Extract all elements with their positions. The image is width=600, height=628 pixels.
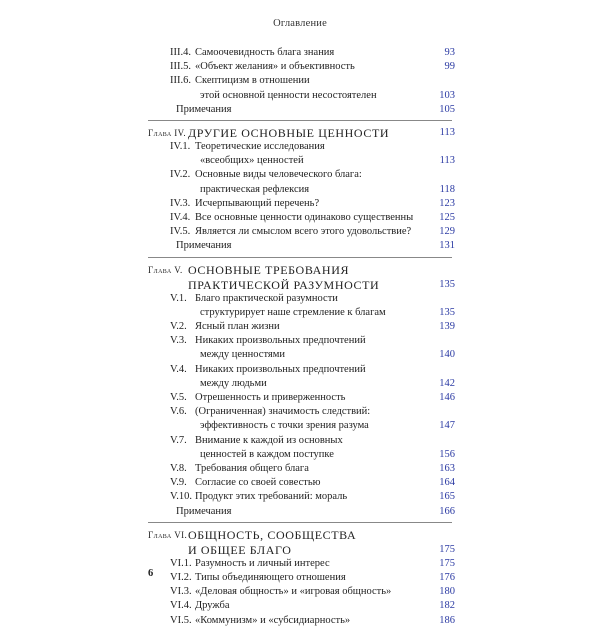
toc-entry-page: 125 bbox=[439, 212, 455, 223]
toc-entry-number: V.3. bbox=[170, 335, 187, 347]
toc-entry-page: 142 bbox=[439, 377, 455, 389]
chapter-label: Глава IV. bbox=[148, 128, 186, 138]
toc-entry-title: «Коммунизм» и «субсидиарность» bbox=[195, 614, 351, 626]
toc-entry[interactable] bbox=[0, 211, 600, 225]
toc-entry[interactable] bbox=[0, 334, 600, 348]
chapter-heading-cont bbox=[0, 542, 600, 558]
toc-entry[interactable] bbox=[0, 434, 600, 448]
toc-entry-title-cont: ценностей в каждом поступке bbox=[200, 448, 334, 460]
chapter-heading[interactable] bbox=[0, 125, 600, 141]
chapter-heading[interactable] bbox=[0, 527, 600, 543]
toc-entry-continuation bbox=[0, 419, 600, 433]
toc-entry[interactable] bbox=[0, 197, 600, 211]
toc-entry-number: III.4. bbox=[170, 47, 191, 58]
toc-entry-page: 175 bbox=[439, 557, 455, 569]
toc-entry-title: Требования общего блага bbox=[195, 463, 309, 474]
toc-entry-page: 131 bbox=[439, 240, 455, 252]
toc-entry-page: 93 bbox=[444, 47, 455, 58]
toc-entry-page: 147 bbox=[439, 420, 455, 432]
toc-entry-continuation bbox=[0, 154, 600, 168]
toc-entry-title: Согласие со своей совестью bbox=[195, 477, 321, 489]
toc-entry-title-cont: между ценностями bbox=[200, 349, 286, 361]
toc-entry-page: 163 bbox=[439, 463, 455, 474]
chapter-page: 135 bbox=[439, 278, 455, 290]
toc-entry-page: 123 bbox=[439, 197, 455, 209]
chapter-page: 175 bbox=[439, 543, 455, 555]
toc-entry-page: 146 bbox=[439, 392, 455, 403]
toc-entry-number: III.6. bbox=[170, 75, 191, 87]
chapter-title-cont: И ОБЩЕЕ БЛАГО bbox=[188, 542, 292, 557]
toc-entry[interactable] bbox=[0, 585, 600, 599]
toc-entry-title: Теоретические исследования bbox=[195, 141, 325, 152]
chapter-page: 113 bbox=[439, 127, 455, 138]
toc-entry-title: «Деловая общность» и «игровая общность» bbox=[195, 586, 392, 598]
toc-entry-title: Исчерпывающий перечень? bbox=[195, 197, 320, 209]
toc-entry[interactable] bbox=[0, 363, 600, 377]
toc-entry[interactable] bbox=[0, 74, 600, 88]
toc-entry-page: 118 bbox=[439, 183, 455, 195]
toc-entry-page: 99 bbox=[444, 61, 455, 73]
toc-entry-number: VI.5. bbox=[170, 614, 192, 626]
toc-notes-entry[interactable] bbox=[0, 239, 600, 253]
toc-entry-page: 140 bbox=[439, 349, 455, 361]
toc-entry[interactable] bbox=[0, 599, 600, 613]
chapter-label: Глава V. bbox=[148, 264, 183, 275]
toc-entry[interactable] bbox=[0, 140, 600, 154]
toc-entry-title: Самоочевидность блага знания bbox=[195, 47, 335, 58]
toc-entry-title: Внимание к каждой из основных bbox=[195, 434, 343, 446]
toc-entry-number: V.10. bbox=[170, 491, 192, 503]
toc-entry-number: V.8. bbox=[170, 463, 187, 474]
toc-entry-page: 180 bbox=[439, 586, 455, 598]
toc-entry-page: 156 bbox=[439, 448, 455, 460]
toc-entry-number: V.6. bbox=[170, 406, 187, 418]
chapter-divider bbox=[148, 522, 452, 523]
chapter-title: ОБЩНОСТЬ, СООБЩЕСТВА bbox=[188, 527, 357, 542]
toc-notes-entry[interactable] bbox=[0, 103, 600, 117]
toc-entry[interactable] bbox=[0, 46, 600, 60]
toc-entry-title: Благо практической разумности bbox=[195, 292, 338, 304]
page-header-title: Оглавление bbox=[273, 18, 327, 29]
chapter-divider bbox=[148, 257, 452, 258]
toc-entry-number: IV.1. bbox=[170, 141, 191, 152]
toc-entry-page: 135 bbox=[439, 306, 455, 318]
toc-entry-number: IV.3. bbox=[170, 197, 191, 209]
toc-entry-title: «Объект желания» и объективность bbox=[195, 61, 355, 73]
toc-entry[interactable] bbox=[0, 405, 600, 419]
chapter-divider bbox=[148, 120, 452, 121]
toc-entry-number: VI.1. bbox=[170, 557, 192, 569]
toc-entry[interactable] bbox=[0, 476, 600, 490]
toc-entry-number: V.1. bbox=[170, 292, 187, 304]
toc-entry-title: Типы объединяющего отношения bbox=[195, 572, 346, 583]
toc-entry-number: VI.3. bbox=[170, 586, 192, 598]
toc-entry-number: V.5. bbox=[170, 392, 187, 403]
chapter-title: ДРУГИЕ ОСНОВНЫЕ ЦЕННОСТИ bbox=[188, 126, 390, 140]
toc-entry-title: Отрешенность и приверженность bbox=[195, 392, 346, 403]
toc-entry-number: VI.2. bbox=[170, 572, 192, 583]
chapter-title: ОСНОВНЫЕ ТРЕБОВАНИЯ bbox=[188, 262, 350, 277]
toc-entry-title-cont: эффективность с точки зрения разума bbox=[200, 420, 369, 432]
toc-entry-continuation bbox=[0, 377, 600, 391]
toc-entry-title: Является ли смыслом всего этого удовольствие? bbox=[195, 226, 412, 238]
toc-entry-number: V.4. bbox=[170, 363, 187, 375]
toc-entry[interactable] bbox=[0, 462, 600, 476]
toc-entry-number: V.7. bbox=[170, 434, 187, 446]
toc-entry-number: IV.5. bbox=[170, 226, 191, 238]
toc-entry-continuation bbox=[0, 348, 600, 362]
toc-entry-title: Примечания bbox=[176, 103, 232, 115]
toc-entry-title: Ясный план жизни bbox=[195, 321, 280, 332]
toc-notes-entry[interactable] bbox=[0, 505, 600, 519]
toc-entry-number: V.9. bbox=[170, 477, 187, 489]
toc-entry[interactable] bbox=[0, 391, 600, 405]
toc-entry-number: IV.2. bbox=[170, 169, 191, 181]
toc-entry-number: III.5. bbox=[170, 61, 191, 73]
toc-entry-page: 164 bbox=[439, 477, 455, 489]
chapter-title-cont: ПРАКТИЧЕСКОЙ РАЗУМНОСТИ bbox=[188, 277, 380, 292]
toc-entry-continuation bbox=[0, 89, 600, 103]
toc-entry-title: Разумность и личный интерес bbox=[195, 557, 330, 569]
page-number: 6 bbox=[148, 568, 154, 579]
toc-entry-page: 113 bbox=[439, 155, 455, 167]
toc-entry[interactable] bbox=[0, 614, 600, 628]
toc-entry-title: Все основные ценности одинаково существенны bbox=[195, 212, 414, 223]
toc-entry-title-cont: этой основной ценности несостоятелен bbox=[200, 89, 377, 101]
toc-entry-title: Продукт этих требований: мораль bbox=[195, 491, 348, 503]
toc-entry-title-cont: структурирует наше стремление к благам bbox=[200, 306, 386, 318]
toc-entry[interactable] bbox=[0, 168, 600, 182]
toc-entry-title: Скептицизм в отношении bbox=[195, 75, 310, 87]
chapter-label: Глава VI. bbox=[148, 529, 188, 540]
toc-entry-page: 186 bbox=[439, 614, 455, 626]
toc-entry[interactable] bbox=[0, 490, 600, 504]
toc-entry[interactable] bbox=[0, 60, 600, 74]
toc-entry-page: 129 bbox=[439, 226, 455, 238]
toc-entry-number: IV.4. bbox=[170, 212, 191, 223]
toc-entry-number: V.2. bbox=[170, 321, 187, 332]
chapter-heading[interactable] bbox=[0, 262, 600, 278]
toc-entry-title: Дружба bbox=[195, 600, 230, 612]
toc-entry-number: VI.4. bbox=[170, 600, 192, 612]
toc-entry-title: Примечания bbox=[176, 240, 232, 252]
toc-entry-title: (Ограниченная) значимость следствий: bbox=[195, 406, 371, 418]
toc-entry[interactable] bbox=[0, 557, 600, 571]
toc-entry-page: 105 bbox=[439, 103, 455, 115]
toc-entry-continuation bbox=[0, 183, 600, 197]
toc-entry[interactable] bbox=[0, 571, 600, 585]
toc-entry-continuation bbox=[0, 448, 600, 462]
toc-entry-title: Примечания bbox=[176, 505, 232, 517]
chapter-heading-cont bbox=[0, 277, 600, 293]
toc-entry-title: Никаких произвольных предпочтений bbox=[195, 363, 366, 375]
toc-entry-title: Основные виды человеческого блага: bbox=[195, 169, 362, 181]
toc-entry[interactable] bbox=[0, 292, 600, 306]
toc-entry-page: 176 bbox=[439, 572, 455, 583]
toc-entry-page: 166 bbox=[439, 505, 455, 517]
toc-entry-page: 182 bbox=[439, 600, 455, 612]
toc-entry[interactable] bbox=[0, 320, 600, 334]
toc-entry-title-cont: между людьми bbox=[200, 377, 267, 389]
toc-entry-title-cont: практическая рефлексия bbox=[200, 183, 310, 195]
toc-entry-title: Никаких произвольных предпочтений bbox=[195, 335, 366, 347]
toc-entry-continuation bbox=[0, 306, 600, 320]
toc-entry-title-cont: «всеобщих» ценностей bbox=[200, 155, 304, 167]
toc-entry-page: 103 bbox=[439, 89, 455, 101]
toc-entry[interactable] bbox=[0, 225, 600, 239]
toc-entry-page: 139 bbox=[439, 321, 455, 332]
toc-entry-page: 165 bbox=[439, 491, 455, 503]
